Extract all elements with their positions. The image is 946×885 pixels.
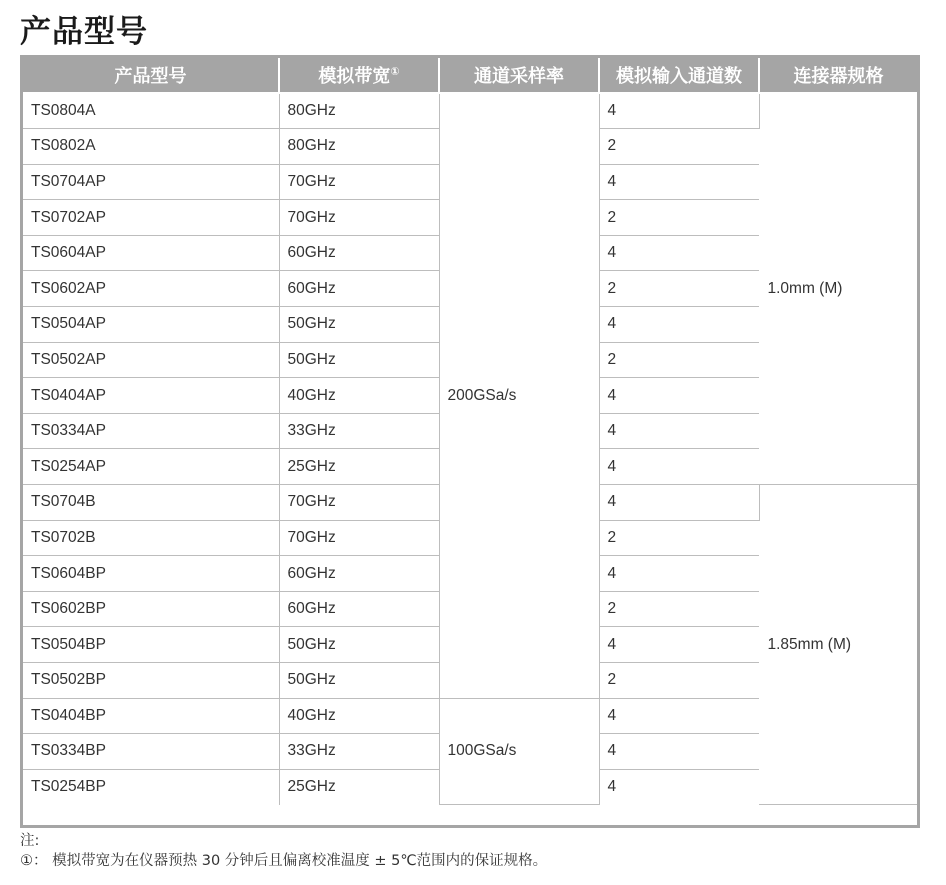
cell-bandwidth: 70GHz	[279, 520, 439, 556]
header-bandwidth: 模拟带宽①	[279, 58, 439, 93]
product-model-table	[20, 55, 920, 828]
cell-channels: 2	[599, 591, 759, 627]
cell-connector-group: 1.0mm (M)	[759, 93, 917, 485]
cell-bandwidth: 50GHz	[279, 307, 439, 343]
header-sample-rate: 通道采样率	[439, 58, 599, 93]
header-model: 产品型号	[23, 58, 279, 93]
cell-model: TS0702AP	[23, 200, 279, 236]
cell-model: TS0802A	[23, 129, 279, 165]
cell-bandwidth: 25GHz	[279, 449, 439, 485]
cell-channels: 2	[599, 663, 759, 699]
cell-bandwidth: 70GHz	[279, 485, 439, 521]
cell-model: TS0254AP	[23, 449, 279, 485]
cell-channels: 4	[599, 378, 759, 414]
cell-model: TS0602AP	[23, 271, 279, 307]
cell-channels: 4	[599, 93, 759, 129]
cell-channels: 4	[599, 485, 759, 521]
cell-channels: 4	[599, 235, 759, 271]
cell-bandwidth: 40GHz	[279, 698, 439, 734]
cell-bandwidth: 60GHz	[279, 235, 439, 271]
cell-bandwidth: 70GHz	[279, 200, 439, 236]
cell-model: TS0502BP	[23, 663, 279, 699]
cell-bandwidth: 50GHz	[279, 663, 439, 699]
table-row	[23, 93, 917, 129]
cell-connector-group: 1.85mm (M)	[759, 485, 917, 805]
cell-model: TS0704B	[23, 485, 279, 521]
cell-model: TS0704AP	[23, 164, 279, 200]
cell-model: TS0254BP	[23, 769, 279, 805]
cell-bandwidth: 25GHz	[279, 769, 439, 805]
cell-model: TS0502AP	[23, 342, 279, 378]
cell-channels: 4	[599, 698, 759, 734]
cell-channels: 4	[599, 413, 759, 449]
cell-channels: 4	[607, 778, 617, 796]
cell-model: TS0334BP	[23, 734, 279, 770]
cell-channels: 2	[599, 200, 759, 236]
cell-channels: 4	[599, 627, 759, 663]
cell-channels: 2	[599, 342, 759, 378]
cell-bandwidth: 60GHz	[279, 271, 439, 307]
footnote-item: ①： 模拟带宽为在仪器预热 30 分钟后且偏离校准温度 ± 5℃范围内的保证规格。	[20, 853, 548, 869]
cell-sample-rate-group: 200GSa/s	[439, 93, 599, 698]
header-connector: 连接器规格	[759, 58, 917, 93]
cell-channels: 4	[599, 556, 759, 592]
cell-bandwidth: 33GHz	[279, 413, 439, 449]
cell-model: TS0504BP	[23, 627, 279, 663]
cell-channels: 2	[599, 520, 759, 556]
cell-model: TS0604AP	[23, 235, 279, 271]
cell-channels: 4	[599, 307, 759, 343]
cell-channels: 4	[599, 449, 759, 485]
cell-model: TS0702B	[23, 520, 279, 556]
header-channels: 模拟输入通道数	[599, 58, 759, 93]
cell-model: TS0334AP	[23, 413, 279, 449]
cell-model: TS0404AP	[23, 378, 279, 414]
cell-bandwidth: 33GHz	[279, 734, 439, 770]
cell-bandwidth: 60GHz	[279, 556, 439, 592]
cell-bandwidth: 80GHz	[279, 93, 439, 129]
footnotes	[20, 831, 547, 871]
table-header-row	[23, 58, 917, 93]
cell-channels: 4	[599, 164, 759, 200]
notes-label: 注:	[20, 833, 40, 849]
cell-sample-rate-group: 100GSa/s	[439, 698, 599, 805]
footnote-marker: ①	[390, 65, 400, 78]
cell-bandwidth: 60GHz	[279, 591, 439, 627]
cell-channels: 2	[599, 271, 759, 307]
cell-bandwidth: 50GHz	[279, 342, 439, 378]
cell-model: TS0504AP	[23, 307, 279, 343]
cell-channels: 4	[599, 734, 759, 770]
cell-bandwidth: 80GHz	[279, 129, 439, 165]
cell-model: TS0604BP	[23, 556, 279, 592]
cell-channels: 2	[599, 129, 759, 165]
cell-bandwidth: 40GHz	[279, 378, 439, 414]
page-title: 产品型号	[20, 14, 148, 50]
cell-model: TS0404BP	[23, 698, 279, 734]
cell-bandwidth: 50GHz	[279, 627, 439, 663]
cell-model: TS0602BP	[23, 591, 279, 627]
cell-bandwidth: 70GHz	[279, 164, 439, 200]
cell-model: TS0804A	[23, 93, 279, 129]
